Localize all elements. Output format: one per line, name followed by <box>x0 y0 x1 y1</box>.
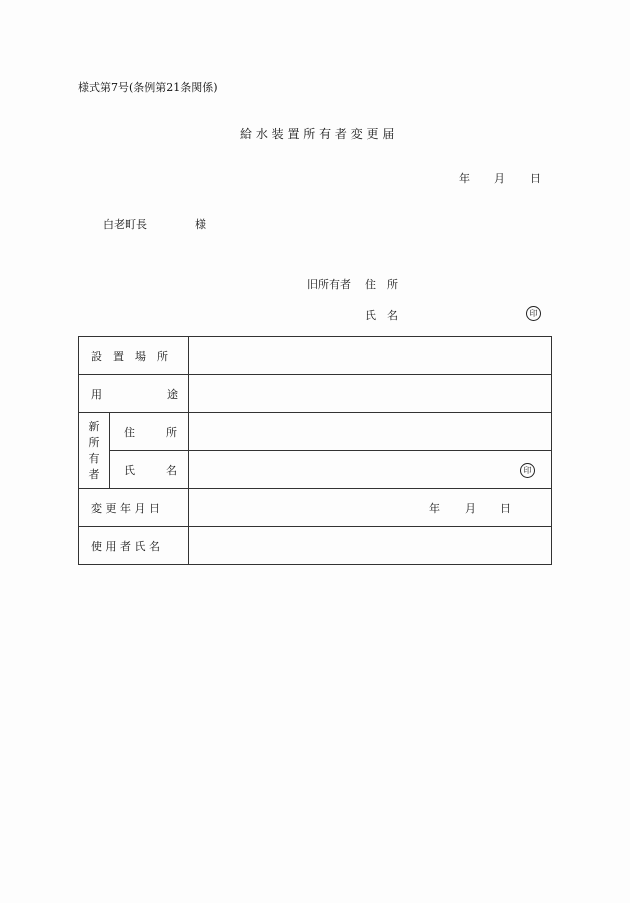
new-owner-address-right: 所 <box>166 425 177 439</box>
change-date-year: 年 <box>429 501 440 515</box>
new-owner-name-left: 氏 <box>124 463 135 477</box>
use-label-left: 用 <box>91 387 102 401</box>
header-date-year: 年 <box>459 172 470 185</box>
change-date-label-cell <box>79 489 189 527</box>
applicant-seal-mark: 印 <box>526 306 541 321</box>
new-owner-label-cell <box>79 413 110 489</box>
new-owner-char: 有 <box>88 451 100 465</box>
new-owner-seal-mark: 印 <box>520 463 535 478</box>
table-row <box>79 375 552 413</box>
new-owner-name-label-cell <box>110 451 189 489</box>
owner-change-table <box>78 336 552 565</box>
change-date-label: 変 更 年 月 日 <box>91 501 160 515</box>
use-label-cell <box>79 375 189 413</box>
new-owner-name-right: 名 <box>166 463 177 477</box>
document-title: 給 水 装 置 所 有 者 変 更 届 <box>240 127 395 141</box>
table-row <box>79 451 552 489</box>
addressee-honorific: 様 <box>195 218 206 231</box>
change-date-month: 月 <box>465 501 476 515</box>
location-label: 設 置 場 所 <box>91 349 168 363</box>
table-row <box>79 413 552 451</box>
use-label-right: 途 <box>167 387 178 401</box>
new-owner-name-value-cell[interactable] <box>189 451 552 489</box>
new-owner-address-label-cell <box>110 413 189 451</box>
header-date-day: 日 <box>530 172 541 185</box>
new-owner-address-left: 住 <box>124 425 135 439</box>
new-owner-address-value-cell[interactable] <box>189 413 552 451</box>
addressee-name: 白老町長 <box>103 218 147 231</box>
form-number: 様式第7号(条例第21条関係) <box>78 81 218 94</box>
new-owner-char: 所 <box>88 435 100 449</box>
former-owner-label: 旧所有者 <box>307 278 351 291</box>
user-name-value-cell[interactable] <box>189 527 552 565</box>
user-name-label-cell <box>79 527 189 565</box>
location-value-cell[interactable] <box>189 337 552 375</box>
applicant-address-label: 住 所 <box>365 278 398 291</box>
new-owner-char: 者 <box>88 467 100 481</box>
table-row <box>79 527 552 565</box>
new-owner-char: 新 <box>88 419 100 433</box>
change-date-value-cell[interactable] <box>189 489 552 527</box>
use-value-cell[interactable] <box>189 375 552 413</box>
location-label-cell <box>79 337 189 375</box>
table-row <box>79 337 552 375</box>
change-date-day: 日 <box>500 501 511 515</box>
applicant-name-label: 氏 名 <box>365 309 398 322</box>
table-row <box>79 489 552 527</box>
user-name-label: 使 用 者 氏 名 <box>91 539 160 553</box>
header-date-month: 月 <box>494 172 505 185</box>
